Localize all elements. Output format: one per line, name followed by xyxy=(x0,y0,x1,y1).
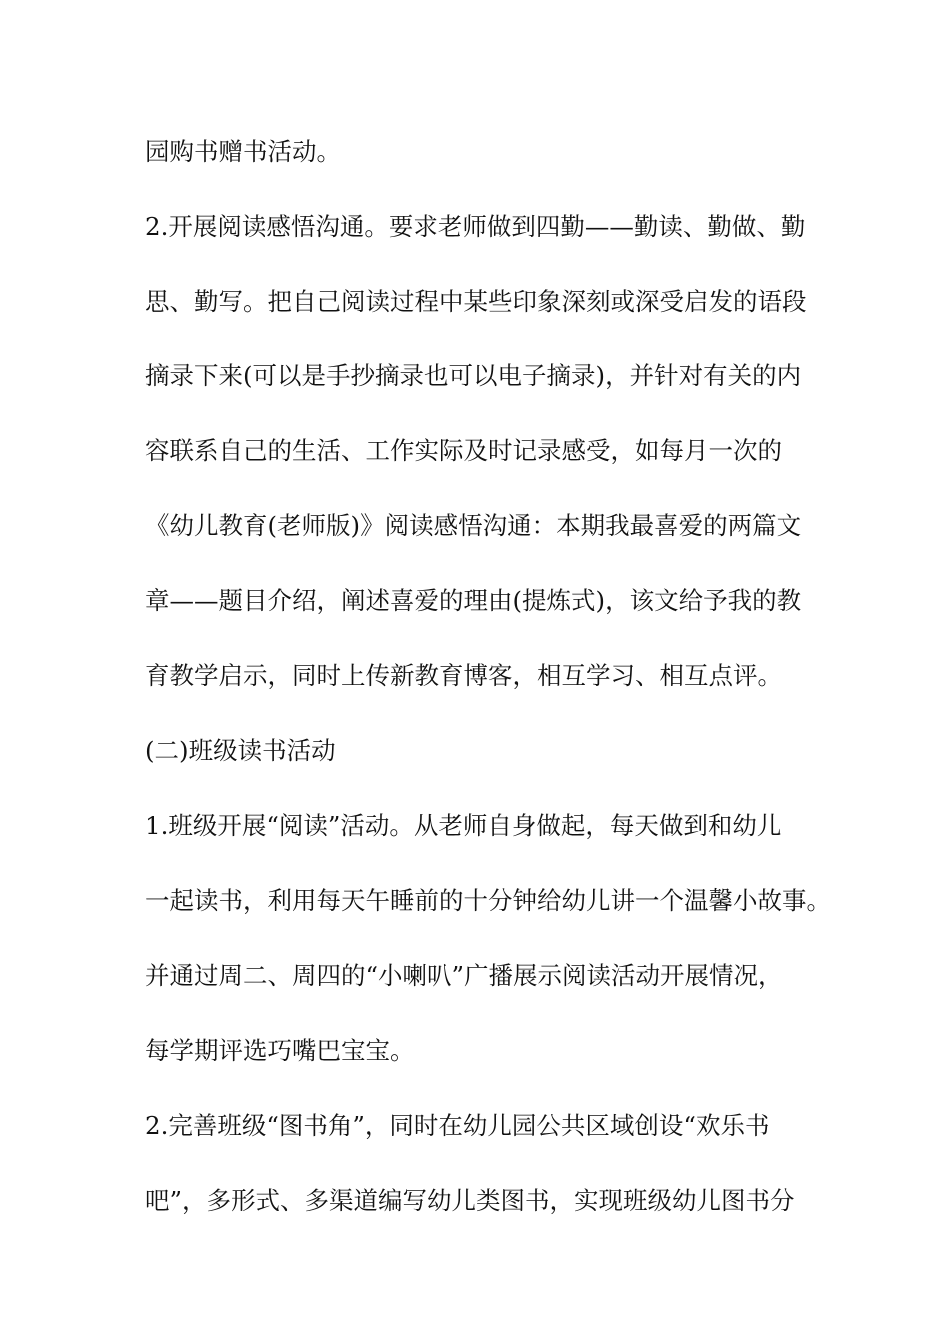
text-line: 一起读书，利用每天午睡前的十分钟给幼儿讲一个温馨小故事。 xyxy=(145,886,831,915)
text-line: 2.开展阅读感悟沟通。要求老师做到四勤——勤读、勤做、勤 xyxy=(145,212,806,241)
text-line: 思、勤写。把自己阅读过程中某些印象深刻或深受启发的语段 xyxy=(145,287,807,316)
text-line: 2.完善班级“图书角”，同时在幼儿园公共区域创设“欢乐书 xyxy=(145,1111,770,1140)
text-line: 每学期评选巧嘴巴宝宝。 xyxy=(145,1036,415,1065)
text-line: 1.班级开展“阅读”活动。从老师自身做起，每天做到和幼儿 xyxy=(145,811,782,840)
text-line: 并通过周二、周四的“小喇叭”广播展示阅读活动开展情况， xyxy=(145,961,783,990)
section-heading: (二)班级读书活动 xyxy=(145,736,336,765)
text-line: 容联系自己的生活、工作实际及时记录感受，如每月一次的 xyxy=(145,436,782,465)
text-line: 《幼儿教育(老师版)》阅读感悟沟通：本期我最喜爱的两篇文 xyxy=(145,511,802,540)
text-line: 园购书赠书活动。 xyxy=(145,137,341,166)
text-line: 摘录下来(可以是手抄摘录也可以电子摘录)，并针对有关的内 xyxy=(145,361,802,390)
text-line: 章——题目介绍，阐述喜爱的理由(提炼式)，该文给予我的教 xyxy=(145,586,802,615)
text-line: 吧”，多形式、多渠道编写幼儿类图书，实现班级幼儿图书分 xyxy=(145,1186,795,1215)
text-line: 育教学启示，同时上传新教育博客，相互学习、相互点评。 xyxy=(145,661,782,690)
